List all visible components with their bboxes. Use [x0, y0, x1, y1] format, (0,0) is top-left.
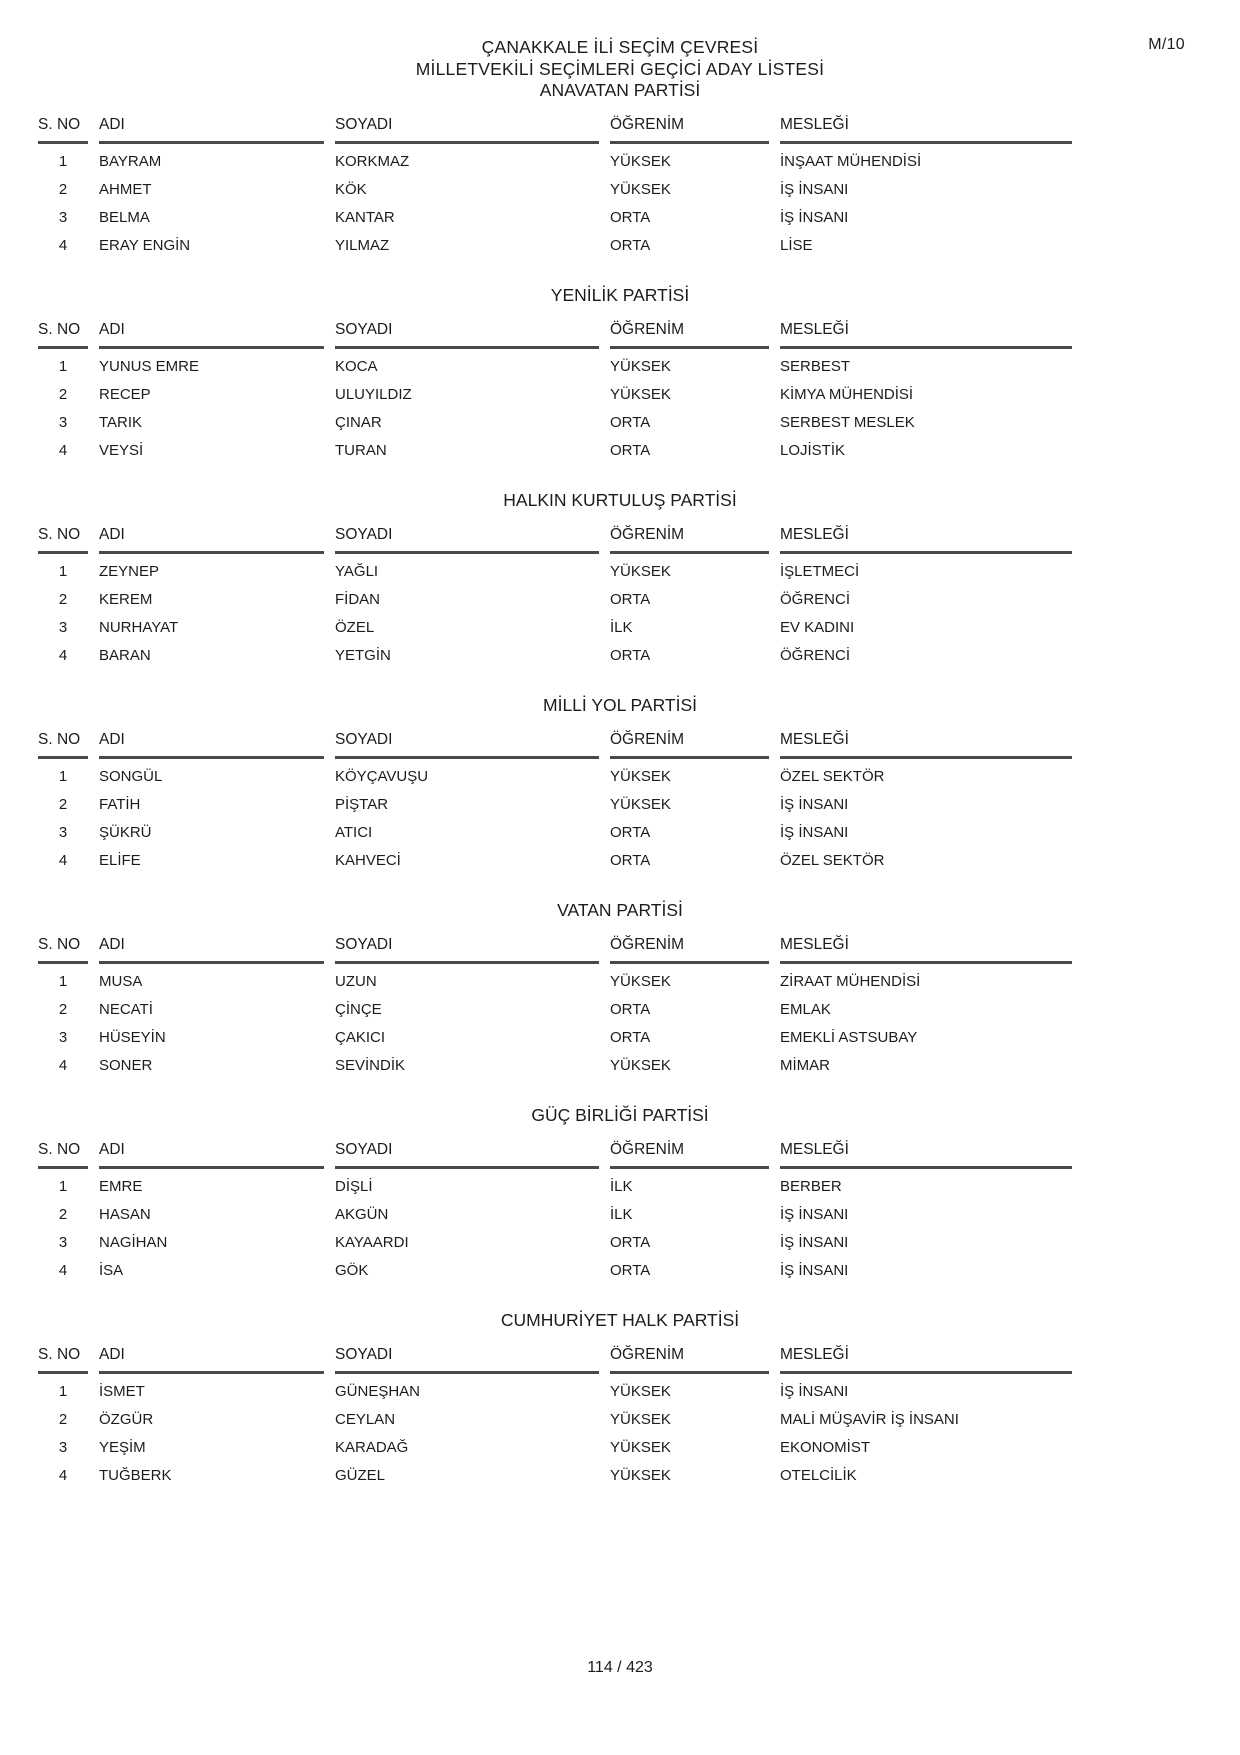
candidate-cell-col-meslegi: EMEKLİ ASTSUBAY	[780, 1028, 918, 1046]
candidate-cell-col-ogrenim: ORTA	[610, 413, 651, 431]
candidate-cell-col-soyadi: TURAN	[335, 441, 387, 459]
candidate-cell-col-adi: ÖZGÜR	[99, 1410, 154, 1428]
candidate-cell-col-adi: HÜSEYİN	[99, 1028, 166, 1046]
column-header-col-ogrenim: ÖĞRENİM	[610, 1137, 769, 1169]
candidate-cell-col-ogrenim: ORTA	[610, 208, 651, 226]
candidate-cell-col-sno: 4	[58, 1056, 68, 1074]
candidate-cell-col-sno: 2	[58, 1000, 68, 1018]
candidate-cell-col-soyadi: ULUYILDIZ	[335, 385, 412, 403]
candidate-cell-col-soyadi: KANTAR	[335, 208, 395, 226]
candidate-row	[38, 408, 1072, 436]
candidate-cell-col-adi: YEŞİM	[99, 1438, 146, 1456]
candidate-cell-col-adi: NAGİHAN	[99, 1233, 168, 1251]
party-sections	[0, 80, 1240, 1489]
candidate-cell-col-soyadi: KÖYÇAVUŞU	[335, 767, 429, 785]
candidate-row	[38, 175, 1072, 203]
candidate-cell-col-ogrenim: YÜKSEK	[610, 1410, 671, 1428]
candidate-cell-col-adi: AHMET	[99, 180, 152, 198]
candidate-cell-col-ogrenim: İLK	[610, 1177, 633, 1195]
column-header-row	[38, 1342, 1072, 1374]
candidate-cell-col-sno: 3	[58, 1028, 68, 1046]
candidate-cell-col-ogrenim: YÜKSEK	[610, 180, 671, 198]
candidate-cell-col-soyadi: AKGÜN	[335, 1205, 389, 1223]
candidate-cell-col-adi: RECEP	[99, 385, 151, 403]
candidate-cell-col-soyadi: GÜNEŞHAN	[335, 1382, 421, 1400]
candidate-cell-col-ogrenim: YÜKSEK	[610, 972, 671, 990]
column-header-col-sno: S. NO	[38, 112, 88, 144]
candidate-cell-col-meslegi: İŞ İNSANI	[780, 1233, 849, 1251]
column-header-col-sno: S. NO	[38, 522, 88, 554]
candidate-cell-col-soyadi: KARADAĞ	[335, 1438, 409, 1456]
candidate-cell-col-sno: 2	[58, 795, 68, 813]
candidate-cell-col-meslegi: SERBEST	[780, 357, 851, 375]
candidate-cell-col-meslegi: MİMAR	[780, 1056, 830, 1074]
candidate-cell-col-adi: KEREM	[99, 590, 153, 608]
column-header-col-soyadi: SOYADI	[335, 112, 599, 144]
column-header-col-sno: S. NO	[38, 932, 88, 964]
candidate-cell-col-ogrenim: YÜKSEK	[610, 795, 671, 813]
candidate-cell-col-meslegi: ÖZEL SEKTÖR	[780, 767, 885, 785]
candidate-cell-col-sno: 4	[58, 441, 68, 459]
candidate-table	[27, 317, 1083, 464]
candidate-cell-col-sno: 2	[58, 180, 68, 198]
candidate-cell-col-sno: 3	[58, 413, 68, 431]
column-header-col-meslegi: MESLEĞİ	[780, 727, 1072, 759]
candidate-cell-col-meslegi: ZİRAAT MÜHENDİSİ	[780, 972, 921, 990]
candidate-table-body	[38, 1169, 1072, 1284]
candidate-row	[38, 846, 1072, 874]
candidate-cell-col-meslegi: LİSE	[780, 236, 813, 254]
candidate-table	[27, 1342, 1083, 1489]
candidate-cell-col-soyadi: DİŞLİ	[335, 1177, 373, 1195]
candidate-cell-col-adi: BELMA	[99, 208, 150, 226]
party-title: GÜÇ BİRLİĞİ PARTİSİ	[531, 1105, 709, 1125]
candidate-cell-col-soyadi: ÇAKICI	[335, 1028, 386, 1046]
candidate-cell-col-sno: 2	[58, 1410, 68, 1428]
column-header-col-meslegi: MESLEĞİ	[780, 1137, 1072, 1169]
column-header-row	[38, 727, 1072, 759]
party-title: ANAVATAN PARTİSİ	[539, 80, 701, 100]
candidate-table-body	[38, 144, 1072, 259]
candidate-cell-col-ogrenim: ORTA	[610, 823, 651, 841]
candidate-cell-col-sno: 4	[58, 1261, 68, 1279]
candidate-row	[38, 203, 1072, 231]
candidate-row	[38, 144, 1072, 175]
candidate-cell-col-soyadi: GÜZEL	[335, 1466, 386, 1484]
candidate-cell-col-sno: 2	[58, 1205, 68, 1223]
candidate-row	[38, 1228, 1072, 1256]
candidate-cell-col-sno: 2	[58, 590, 68, 608]
candidate-cell-col-soyadi: KAYAARDI	[335, 1233, 409, 1251]
column-header-col-sno: S. NO	[38, 317, 88, 349]
candidate-cell-col-soyadi: UZUN	[335, 972, 377, 990]
candidate-cell-col-adi: NECATİ	[99, 1000, 153, 1018]
candidate-cell-col-adi: YUNUS EMRE	[99, 357, 200, 375]
candidate-table	[27, 932, 1083, 1079]
candidate-cell-col-meslegi: İŞ İNSANI	[780, 795, 849, 813]
candidate-row	[38, 1433, 1072, 1461]
column-header-col-adi: ADI	[99, 1342, 324, 1374]
candidate-cell-col-soyadi: YAĞLI	[335, 562, 379, 580]
candidate-cell-col-sno: 1	[58, 152, 68, 170]
candidate-cell-col-meslegi: OTELCİLİK	[780, 1466, 857, 1484]
candidate-row	[38, 436, 1072, 464]
candidate-cell-col-ogrenim: ORTA	[610, 851, 651, 869]
candidate-cell-col-soyadi: ÖZEL	[335, 618, 375, 636]
column-header-col-ogrenim: ÖĞRENİM	[610, 317, 769, 349]
candidate-row	[38, 1169, 1072, 1200]
column-header-row	[38, 1137, 1072, 1169]
column-header-col-adi: ADI	[99, 317, 324, 349]
candidate-cell-col-ogrenim: YÜKSEK	[610, 1438, 671, 1456]
column-header-col-ogrenim: ÖĞRENİM	[610, 932, 769, 964]
column-header-col-soyadi: SOYADI	[335, 932, 599, 964]
column-header-col-adi: ADI	[99, 932, 324, 964]
party-section	[0, 695, 1240, 874]
candidate-row	[38, 1374, 1072, 1405]
column-header-col-meslegi: MESLEĞİ	[780, 112, 1072, 144]
candidate-cell-col-ogrenim: YÜKSEK	[610, 152, 671, 170]
candidate-cell-col-meslegi: İNŞAAT MÜHENDİSİ	[780, 152, 922, 170]
candidate-cell-col-soyadi: KAHVECİ	[335, 851, 401, 869]
candidate-cell-col-adi: ZEYNEP	[99, 562, 160, 580]
candidate-table-body	[38, 554, 1072, 669]
candidate-cell-col-adi: BAYRAM	[99, 152, 162, 170]
candidate-cell-col-ogrenim: YÜKSEK	[610, 1466, 671, 1484]
column-header-col-soyadi: SOYADI	[335, 1342, 599, 1374]
candidate-cell-col-ogrenim: YÜKSEK	[610, 357, 671, 375]
candidate-cell-col-sno: 1	[58, 562, 68, 580]
candidate-cell-col-meslegi: ÖĞRENCİ	[780, 590, 851, 608]
candidate-cell-col-sno: 3	[58, 1233, 68, 1251]
column-header-col-adi: ADI	[99, 727, 324, 759]
candidate-table-body	[38, 964, 1072, 1079]
candidate-row	[38, 759, 1072, 790]
candidate-cell-col-adi: SONGÜL	[99, 767, 163, 785]
candidate-row	[38, 641, 1072, 669]
candidate-cell-col-ogrenim: ORTA	[610, 1000, 651, 1018]
candidate-table-body	[38, 1374, 1072, 1489]
candidate-cell-col-ogrenim: YÜKSEK	[610, 1382, 671, 1400]
column-header-row	[38, 522, 1072, 554]
candidate-row	[38, 964, 1072, 995]
candidate-cell-col-adi: İSA	[99, 1261, 124, 1279]
party-title: VATAN PARTİSİ	[557, 900, 683, 920]
candidate-cell-col-ogrenim: ORTA	[610, 1233, 651, 1251]
candidate-cell-col-meslegi: İŞ İNSANI	[780, 208, 849, 226]
party-section	[0, 490, 1240, 669]
document-title-block	[0, 36, 1240, 80]
candidate-cell-col-ogrenim: ORTA	[610, 441, 651, 459]
candidate-cell-col-ogrenim: İLK	[610, 618, 633, 636]
candidate-cell-col-sno: 1	[58, 767, 68, 785]
column-header-col-soyadi: SOYADI	[335, 1137, 599, 1169]
candidate-row	[38, 554, 1072, 585]
candidate-cell-col-adi: ERAY ENGİN	[99, 236, 191, 254]
candidate-cell-col-meslegi: ÖZEL SEKTÖR	[780, 851, 885, 869]
column-header-col-sno: S. NO	[38, 727, 88, 759]
candidate-cell-col-sno: 4	[58, 851, 68, 869]
column-header-col-adi: ADI	[99, 112, 324, 144]
page-number: 114 / 423	[587, 1659, 653, 1676]
page-code-label: M/10	[1148, 36, 1185, 53]
candidate-cell-col-meslegi: İŞLETMECİ	[780, 562, 860, 580]
party-title: HALKIN KURTULUŞ PARTİSİ	[503, 490, 737, 510]
candidate-cell-col-ogrenim: ORTA	[610, 1028, 651, 1046]
column-header-col-ogrenim: ÖĞRENİM	[610, 727, 769, 759]
candidate-row	[38, 349, 1072, 380]
candidate-cell-col-ogrenim: ORTA	[610, 1261, 651, 1279]
candidate-table	[27, 1137, 1083, 1284]
candidate-row	[38, 1200, 1072, 1228]
candidate-cell-col-meslegi: İŞ İNSANI	[780, 1382, 849, 1400]
column-header-col-soyadi: SOYADI	[335, 317, 599, 349]
candidate-cell-col-ogrenim: İLK	[610, 1205, 633, 1223]
candidate-cell-col-adi: MUSA	[99, 972, 143, 990]
candidate-cell-col-sno: 1	[58, 357, 68, 375]
candidate-cell-col-adi: VEYSİ	[99, 441, 144, 459]
column-header-row	[38, 112, 1072, 144]
candidate-cell-col-meslegi: İŞ İNSANI	[780, 823, 849, 841]
candidate-cell-col-adi: NURHAYAT	[99, 618, 179, 636]
column-header-col-ogrenim: ÖĞRENİM	[610, 1342, 769, 1374]
column-header-col-adi: ADI	[99, 522, 324, 554]
candidate-table-body	[38, 349, 1072, 464]
candidate-cell-col-adi: FATİH	[99, 795, 141, 813]
candidate-cell-col-meslegi: EKONOMİST	[780, 1438, 871, 1456]
candidate-cell-col-adi: ELİFE	[99, 851, 141, 869]
candidate-row	[38, 231, 1072, 259]
candidate-cell-col-ogrenim: YÜKSEK	[610, 562, 671, 580]
candidate-table	[27, 522, 1083, 669]
candidate-cell-col-meslegi: KİMYA MÜHENDİSİ	[780, 385, 914, 403]
column-header-row	[38, 932, 1072, 964]
candidate-row	[38, 1405, 1072, 1433]
candidate-cell-col-meslegi: MALİ MÜŞAVİR İŞ İNSANI	[780, 1410, 959, 1428]
candidate-cell-col-soyadi: KÖK	[335, 180, 367, 198]
candidate-cell-col-meslegi: EV KADINI	[780, 618, 855, 636]
column-header-col-ogrenim: ÖĞRENİM	[610, 112, 769, 144]
candidate-cell-col-sno: 1	[58, 1382, 68, 1400]
document-title-line2: MİLLETVEKİLİ SEÇİMLERİ GEÇİCİ ADAY LİSTESİ	[415, 59, 825, 79]
party-section	[0, 80, 1240, 259]
party-title: CUMHURİYET HALK PARTİSİ	[500, 1310, 740, 1330]
candidate-cell-col-adi: TARIK	[99, 413, 143, 431]
candidate-cell-col-meslegi: BERBER	[780, 1177, 842, 1195]
candidate-cell-col-meslegi: İŞ İNSANI	[780, 1205, 849, 1223]
party-section	[0, 1310, 1240, 1489]
candidate-cell-col-sno: 3	[58, 618, 68, 636]
candidate-cell-col-sno: 4	[58, 236, 68, 254]
candidate-cell-col-soyadi: PİŞTAR	[335, 795, 389, 813]
candidate-cell-col-soyadi: GÖK	[335, 1261, 369, 1279]
candidate-row	[38, 585, 1072, 613]
candidate-cell-col-adi: TUĞBERK	[99, 1466, 172, 1484]
column-header-row	[38, 317, 1072, 349]
column-header-col-meslegi: MESLEĞİ	[780, 317, 1072, 349]
party-title: MİLLİ YOL PARTİSİ	[543, 695, 697, 715]
column-header-col-meslegi: MESLEĞİ	[780, 1342, 1072, 1374]
candidate-cell-col-soyadi: CEYLAN	[335, 1410, 396, 1428]
candidate-row	[38, 1461, 1072, 1489]
candidate-row	[38, 1023, 1072, 1051]
candidate-cell-col-ogrenim: YÜKSEK	[610, 1056, 671, 1074]
candidate-row	[38, 995, 1072, 1023]
column-header-col-meslegi: MESLEĞİ	[780, 522, 1072, 554]
candidate-cell-col-soyadi: ÇINAR	[335, 413, 382, 431]
party-section	[0, 285, 1240, 464]
candidate-cell-col-adi: BARAN	[99, 646, 151, 664]
candidate-cell-col-meslegi: ÖĞRENCİ	[780, 646, 851, 664]
candidate-cell-col-soyadi: YETGİN	[335, 646, 391, 664]
candidate-cell-col-sno: 1	[58, 972, 68, 990]
party-section	[0, 900, 1240, 1079]
candidate-cell-col-meslegi: İŞ İNSANI	[780, 180, 849, 198]
candidate-cell-col-meslegi: SERBEST MESLEK	[780, 413, 915, 431]
candidate-cell-col-ogrenim: ORTA	[610, 590, 651, 608]
candidate-row	[38, 380, 1072, 408]
column-header-col-soyadi: SOYADI	[335, 727, 599, 759]
document-title-line1: ÇANAKKALE İLİ SEÇİM ÇEVRESİ	[481, 37, 759, 57]
column-header-col-meslegi: MESLEĞİ	[780, 932, 1072, 964]
candidate-cell-col-soyadi: ATICI	[335, 823, 373, 841]
candidate-cell-col-soyadi: KOCA	[335, 357, 378, 375]
candidate-cell-col-adi: EMRE	[99, 1177, 143, 1195]
candidate-row	[38, 1256, 1072, 1284]
party-section	[0, 1105, 1240, 1284]
candidate-cell-col-meslegi: EMLAK	[780, 1000, 831, 1018]
column-header-col-sno: S. NO	[38, 1137, 88, 1169]
party-title: YENİLİK PARTİSİ	[550, 285, 690, 305]
candidate-row	[38, 1051, 1072, 1079]
candidate-cell-col-ogrenim: YÜKSEK	[610, 767, 671, 785]
candidate-cell-col-sno: 3	[58, 823, 68, 841]
column-header-col-adi: ADI	[99, 1137, 324, 1169]
candidate-cell-col-soyadi: FİDAN	[335, 590, 380, 608]
candidate-row	[38, 613, 1072, 641]
candidate-cell-col-adi: İSMET	[99, 1382, 145, 1400]
candidate-cell-col-sno: 1	[58, 1177, 68, 1195]
candidate-cell-col-soyadi: SEVİNDİK	[335, 1056, 406, 1074]
candidate-cell-col-sno: 2	[58, 385, 68, 403]
column-header-col-soyadi: SOYADI	[335, 522, 599, 554]
candidate-cell-col-soyadi: KORKMAZ	[335, 152, 410, 170]
candidate-cell-col-soyadi: YILMAZ	[335, 236, 390, 254]
candidate-cell-col-soyadi: ÇİNÇE	[335, 1000, 382, 1018]
candidate-cell-col-ogrenim: YÜKSEK	[610, 385, 671, 403]
candidate-cell-col-adi: HASAN	[99, 1205, 151, 1223]
candidate-row	[38, 818, 1072, 846]
candidate-table-body	[38, 759, 1072, 874]
column-header-col-ogrenim: ÖĞRENİM	[610, 522, 769, 554]
candidate-row	[38, 790, 1072, 818]
candidate-cell-col-sno: 4	[58, 1466, 68, 1484]
candidate-table	[27, 727, 1083, 874]
candidate-cell-col-meslegi: LOJİSTİK	[780, 441, 846, 459]
candidate-cell-col-sno: 3	[58, 1438, 68, 1456]
candidate-cell-col-adi: ŞÜKRÜ	[99, 823, 152, 841]
candidate-cell-col-ogrenim: ORTA	[610, 646, 651, 664]
candidate-cell-col-sno: 3	[58, 208, 68, 226]
candidate-cell-col-adi: SONER	[99, 1056, 153, 1074]
candidate-table	[27, 112, 1083, 259]
candidate-cell-col-sno: 4	[58, 646, 68, 664]
column-header-col-sno: S. NO	[38, 1342, 88, 1374]
candidate-cell-col-meslegi: İŞ İNSANI	[780, 1261, 849, 1279]
candidate-cell-col-ogrenim: ORTA	[610, 236, 651, 254]
